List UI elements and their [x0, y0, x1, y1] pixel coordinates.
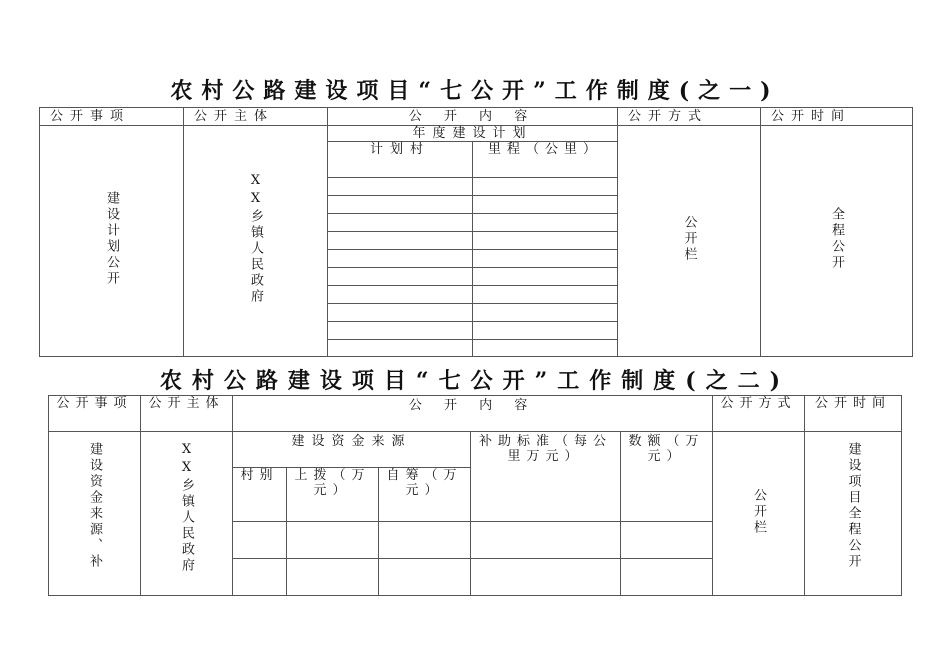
header-method: 公开方式 [618, 108, 761, 126]
subject-value: XX乡镇人民政府 [179, 442, 194, 574]
fund-cell [233, 559, 287, 596]
plan-cell [473, 268, 618, 286]
col-self-raised: 自筹（万元） [379, 468, 471, 522]
plan-cell [328, 232, 473, 250]
doc-title-1: 农村公路建设项目“七公开”工作制度(之一) [170, 78, 780, 104]
fund-cell [621, 559, 713, 596]
cell-method [618, 126, 761, 357]
cell-item [49, 432, 141, 596]
plan-cell [473, 286, 618, 304]
fund-cell [233, 522, 287, 559]
header-content: 公 开 内 容 [328, 108, 618, 126]
plan-cell [473, 214, 618, 232]
plan-cell [328, 340, 473, 357]
plan-cell [473, 304, 618, 322]
plan-cell [328, 196, 473, 214]
header-item: 公开事项 [49, 396, 141, 432]
plan-cell [473, 322, 618, 340]
plan-cell [473, 250, 618, 268]
col-mileage: 里程（公里） [473, 142, 618, 178]
doc-title-2: 农村公路建设项目“七公开”工作制度(之二) [159, 368, 791, 394]
plan-cell [473, 178, 618, 196]
time-value: 建设项目全程公开 [845, 442, 861, 570]
fund-cell [379, 559, 471, 596]
fund-cell [621, 522, 713, 559]
method-value: 公开栏 [681, 215, 697, 263]
header-time: 公开时间 [805, 396, 902, 432]
fund-cell [471, 559, 621, 596]
publicity-table-2 [48, 395, 902, 596]
plan-cell [328, 250, 473, 268]
header-subject: 公开主体 [184, 108, 328, 126]
cell-subject [184, 126, 328, 357]
subject-value: XX乡镇人民政府 [248, 173, 263, 305]
cell-subject [141, 432, 233, 596]
plan-cell [473, 196, 618, 214]
annual-plan-header: 年度建设计划 [328, 126, 618, 142]
col-allocated: 上拨（万元） [287, 468, 379, 522]
time-value: 全程公开 [829, 207, 844, 271]
header-item: 公开事项 [40, 108, 184, 126]
header-content: 公 开 内 容 [233, 396, 713, 432]
fund-cell [471, 522, 621, 559]
col-village: 计划村 [328, 142, 473, 178]
plan-cell [328, 322, 473, 340]
publicity-table-1 [39, 107, 913, 357]
amount-header: 数额（万元） [621, 432, 713, 522]
plan-cell [473, 232, 618, 250]
col-village: 村别 [233, 468, 287, 522]
plan-cell [328, 214, 473, 232]
header-subject: 公开主体 [141, 396, 233, 432]
plan-cell [328, 304, 473, 322]
method-value: 公开栏 [751, 487, 767, 536]
header-method: 公开方式 [713, 396, 805, 432]
plan-cell [473, 340, 618, 357]
cell-method [713, 432, 805, 596]
fund-source-header: 建设资金来源 [233, 432, 471, 468]
plan-cell [328, 286, 473, 304]
cell-item [40, 126, 184, 357]
fund-cell [287, 522, 379, 559]
item-value: 建设计划公开 [104, 191, 119, 287]
fund-cell [379, 522, 471, 559]
plan-cell [328, 178, 473, 196]
fund-cell [287, 559, 379, 596]
item-value: 建设资金来源、补 [87, 442, 102, 570]
plan-cell [328, 268, 473, 286]
subsidy-header: 补助标准（每公里万元） [471, 432, 621, 522]
header-time: 公开时间 [761, 108, 913, 126]
cell-time [761, 126, 913, 357]
cell-time [805, 432, 902, 596]
